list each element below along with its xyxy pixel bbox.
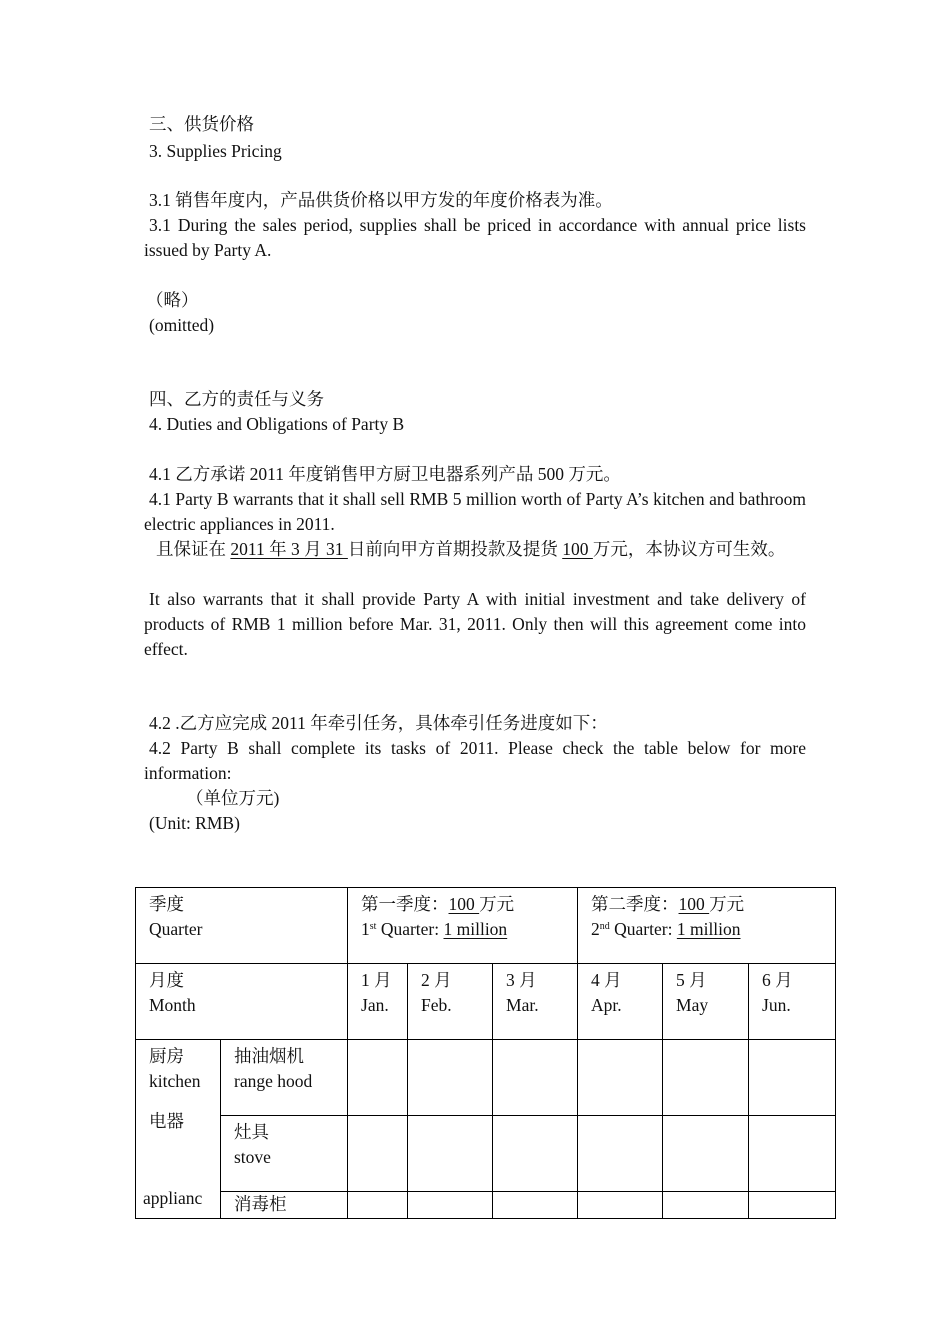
clause-4-1-guarantee-en: It also warrants that it shall provide Party A with initial investment and take delivery of products of RMB 1 million before Mar. 31, 2011. Only then will this agreement come into effect. — [144, 589, 806, 659]
omitted-cn: （略） — [146, 290, 199, 310]
q2-en-amount: 1 million — [676, 919, 741, 939]
table-row-month — [136, 964, 836, 1040]
month-en: Jun. — [762, 995, 791, 1015]
category-cn-1: 厨房 — [149, 1046, 184, 1066]
month-cell-6 — [749, 964, 836, 1040]
section3-heading-cn: 三、供货价格 — [149, 114, 254, 134]
value-cell — [408, 1192, 493, 1219]
month-cn: 5 月 — [676, 970, 707, 990]
clause-4-1-en: 4.1 Party B warrants that it shall sell RMB 5 million worth of Party A’s kitchen and bathroom electric appliances in 2011. — [144, 489, 806, 534]
value-cell — [348, 1116, 408, 1192]
month-cn: 3 月 — [506, 970, 537, 990]
product-en: range hood — [234, 1071, 313, 1091]
product-cn: 灶具 — [234, 1122, 269, 1142]
clause-4-2-en: 4.2 Party B shall complete its tasks of 2011. Please check the table below for more information: — [144, 738, 806, 783]
clause-3-1-en: 3.1 During the sales period, supplies shall be priced in accordance with annual price lists issued by Party A. — [144, 215, 806, 260]
table-row-quarter — [136, 888, 836, 964]
value-cell — [578, 1192, 663, 1219]
guarantee-amount: 100 — [562, 539, 593, 559]
section4-heading-en: 4. Duties and Obligations of Party B — [149, 414, 405, 434]
quarter-label-cn: 季度 — [149, 894, 184, 914]
clause-4-1-guarantee-cn — [144, 537, 806, 562]
category-en-1: kitchen — [149, 1071, 201, 1091]
q2-en-pre: Quarter: — [609, 919, 677, 939]
guarantee-date: 2011 年 3 月 31 — [230, 539, 348, 559]
value-cell — [493, 1040, 578, 1116]
month-label-cn: 月度 — [149, 970, 184, 990]
guarantee-text-mid: 日前向甲方首期投款及提货 — [347, 539, 563, 559]
section4-heading-cn: 四、乙方的责任与义务 — [149, 389, 324, 409]
quarter-label-en: Quarter — [149, 919, 203, 939]
quarter-label-cell — [136, 888, 348, 964]
month-cn: 4 月 — [591, 970, 622, 990]
q1-cn-pre: 第一季度： — [361, 894, 449, 914]
value-cell — [408, 1040, 493, 1116]
q1-en-num: 1 — [361, 919, 370, 939]
month-cn: 2 月 — [421, 970, 452, 990]
product-cn: 消毒柜 — [234, 1194, 287, 1214]
value-cell — [663, 1040, 749, 1116]
month-cell-5 — [663, 964, 749, 1040]
month-en: Jan. — [361, 995, 389, 1015]
value-cell — [749, 1116, 836, 1192]
q2-en-num: 2 — [591, 919, 600, 939]
category-cell — [136, 1040, 221, 1219]
guarantee-text-pre: 且保证在 — [156, 539, 231, 559]
value-cell — [348, 1040, 408, 1116]
value-cell — [578, 1116, 663, 1192]
unit-cn: （单位万元) — [186, 788, 280, 808]
sales-task-table — [135, 887, 836, 1219]
q2-cn-amount: 100 — [678, 894, 710, 914]
month-cell-2 — [408, 964, 493, 1040]
product-cn: 抽油烟机 — [234, 1046, 304, 1066]
product-cell-disinfection-cabinet — [221, 1192, 348, 1219]
table-row-stove — [136, 1116, 836, 1192]
q2-cn-pre: 第二季度： — [591, 894, 679, 914]
guarantee-text-post: 万元，本协议方可生效。 — [592, 539, 786, 559]
value-cell — [408, 1116, 493, 1192]
month-label-en: Month — [149, 995, 196, 1015]
omitted-en: (omitted) — [149, 315, 215, 335]
month-cell-4 — [578, 964, 663, 1040]
month-en: Feb. — [421, 995, 452, 1015]
month-cell-1 — [348, 964, 408, 1040]
category-cn-2: 电器 — [149, 1111, 184, 1131]
q1-en-pre: Quarter: — [376, 919, 444, 939]
value-cell — [493, 1192, 578, 1219]
month-en: Mar. — [506, 995, 539, 1015]
product-cell-range-hood — [221, 1040, 348, 1116]
product-en: stove — [234, 1147, 271, 1167]
month-cell-3 — [493, 964, 578, 1040]
value-cell — [578, 1040, 663, 1116]
table-row-range-hood — [136, 1040, 836, 1116]
value-cell — [663, 1192, 749, 1219]
month-en: Apr. — [591, 995, 622, 1015]
month-label-cell — [136, 964, 348, 1040]
section3-heading-en: 3. Supplies Pricing — [149, 141, 282, 161]
table-row-disinfection-cabinet — [136, 1192, 836, 1219]
clause-4-2-cn: 4.2 .乙方应完成 2011 年牵引任务，具体牵引任务进度如下： — [149, 713, 608, 733]
clause-4-1-cn: 4.1 乙方承诺 2011 年度销售甲方厨卫电器系列产品 500 万元。 — [149, 464, 621, 484]
unit-en: (Unit: RMB) — [149, 813, 240, 833]
month-cn: 1 月 — [361, 970, 392, 990]
category-en-2: applianc — [143, 1188, 203, 1208]
value-cell — [749, 1040, 836, 1116]
value-cell — [663, 1116, 749, 1192]
q1-cn-unit: 万元 — [479, 894, 515, 914]
q1-cn-amount: 100 — [448, 894, 480, 914]
month-en: May — [676, 995, 709, 1015]
q1-en-sup: st — [369, 921, 377, 932]
value-cell — [493, 1116, 578, 1192]
product-cell-stove — [221, 1116, 348, 1192]
q2-cell — [578, 888, 836, 964]
value-cell — [749, 1192, 836, 1219]
q1-en-amount: 1 million — [443, 919, 508, 939]
month-cn: 6 月 — [762, 970, 793, 990]
value-cell — [348, 1192, 408, 1219]
q2-cn-unit: 万元 — [709, 894, 745, 914]
q2-en-sup: nd — [599, 921, 610, 932]
q1-cell — [348, 888, 578, 964]
clause-3-1-cn: 3.1 销售年度内，产品供货价格以甲方发的年度价格表为准。 — [149, 190, 613, 210]
